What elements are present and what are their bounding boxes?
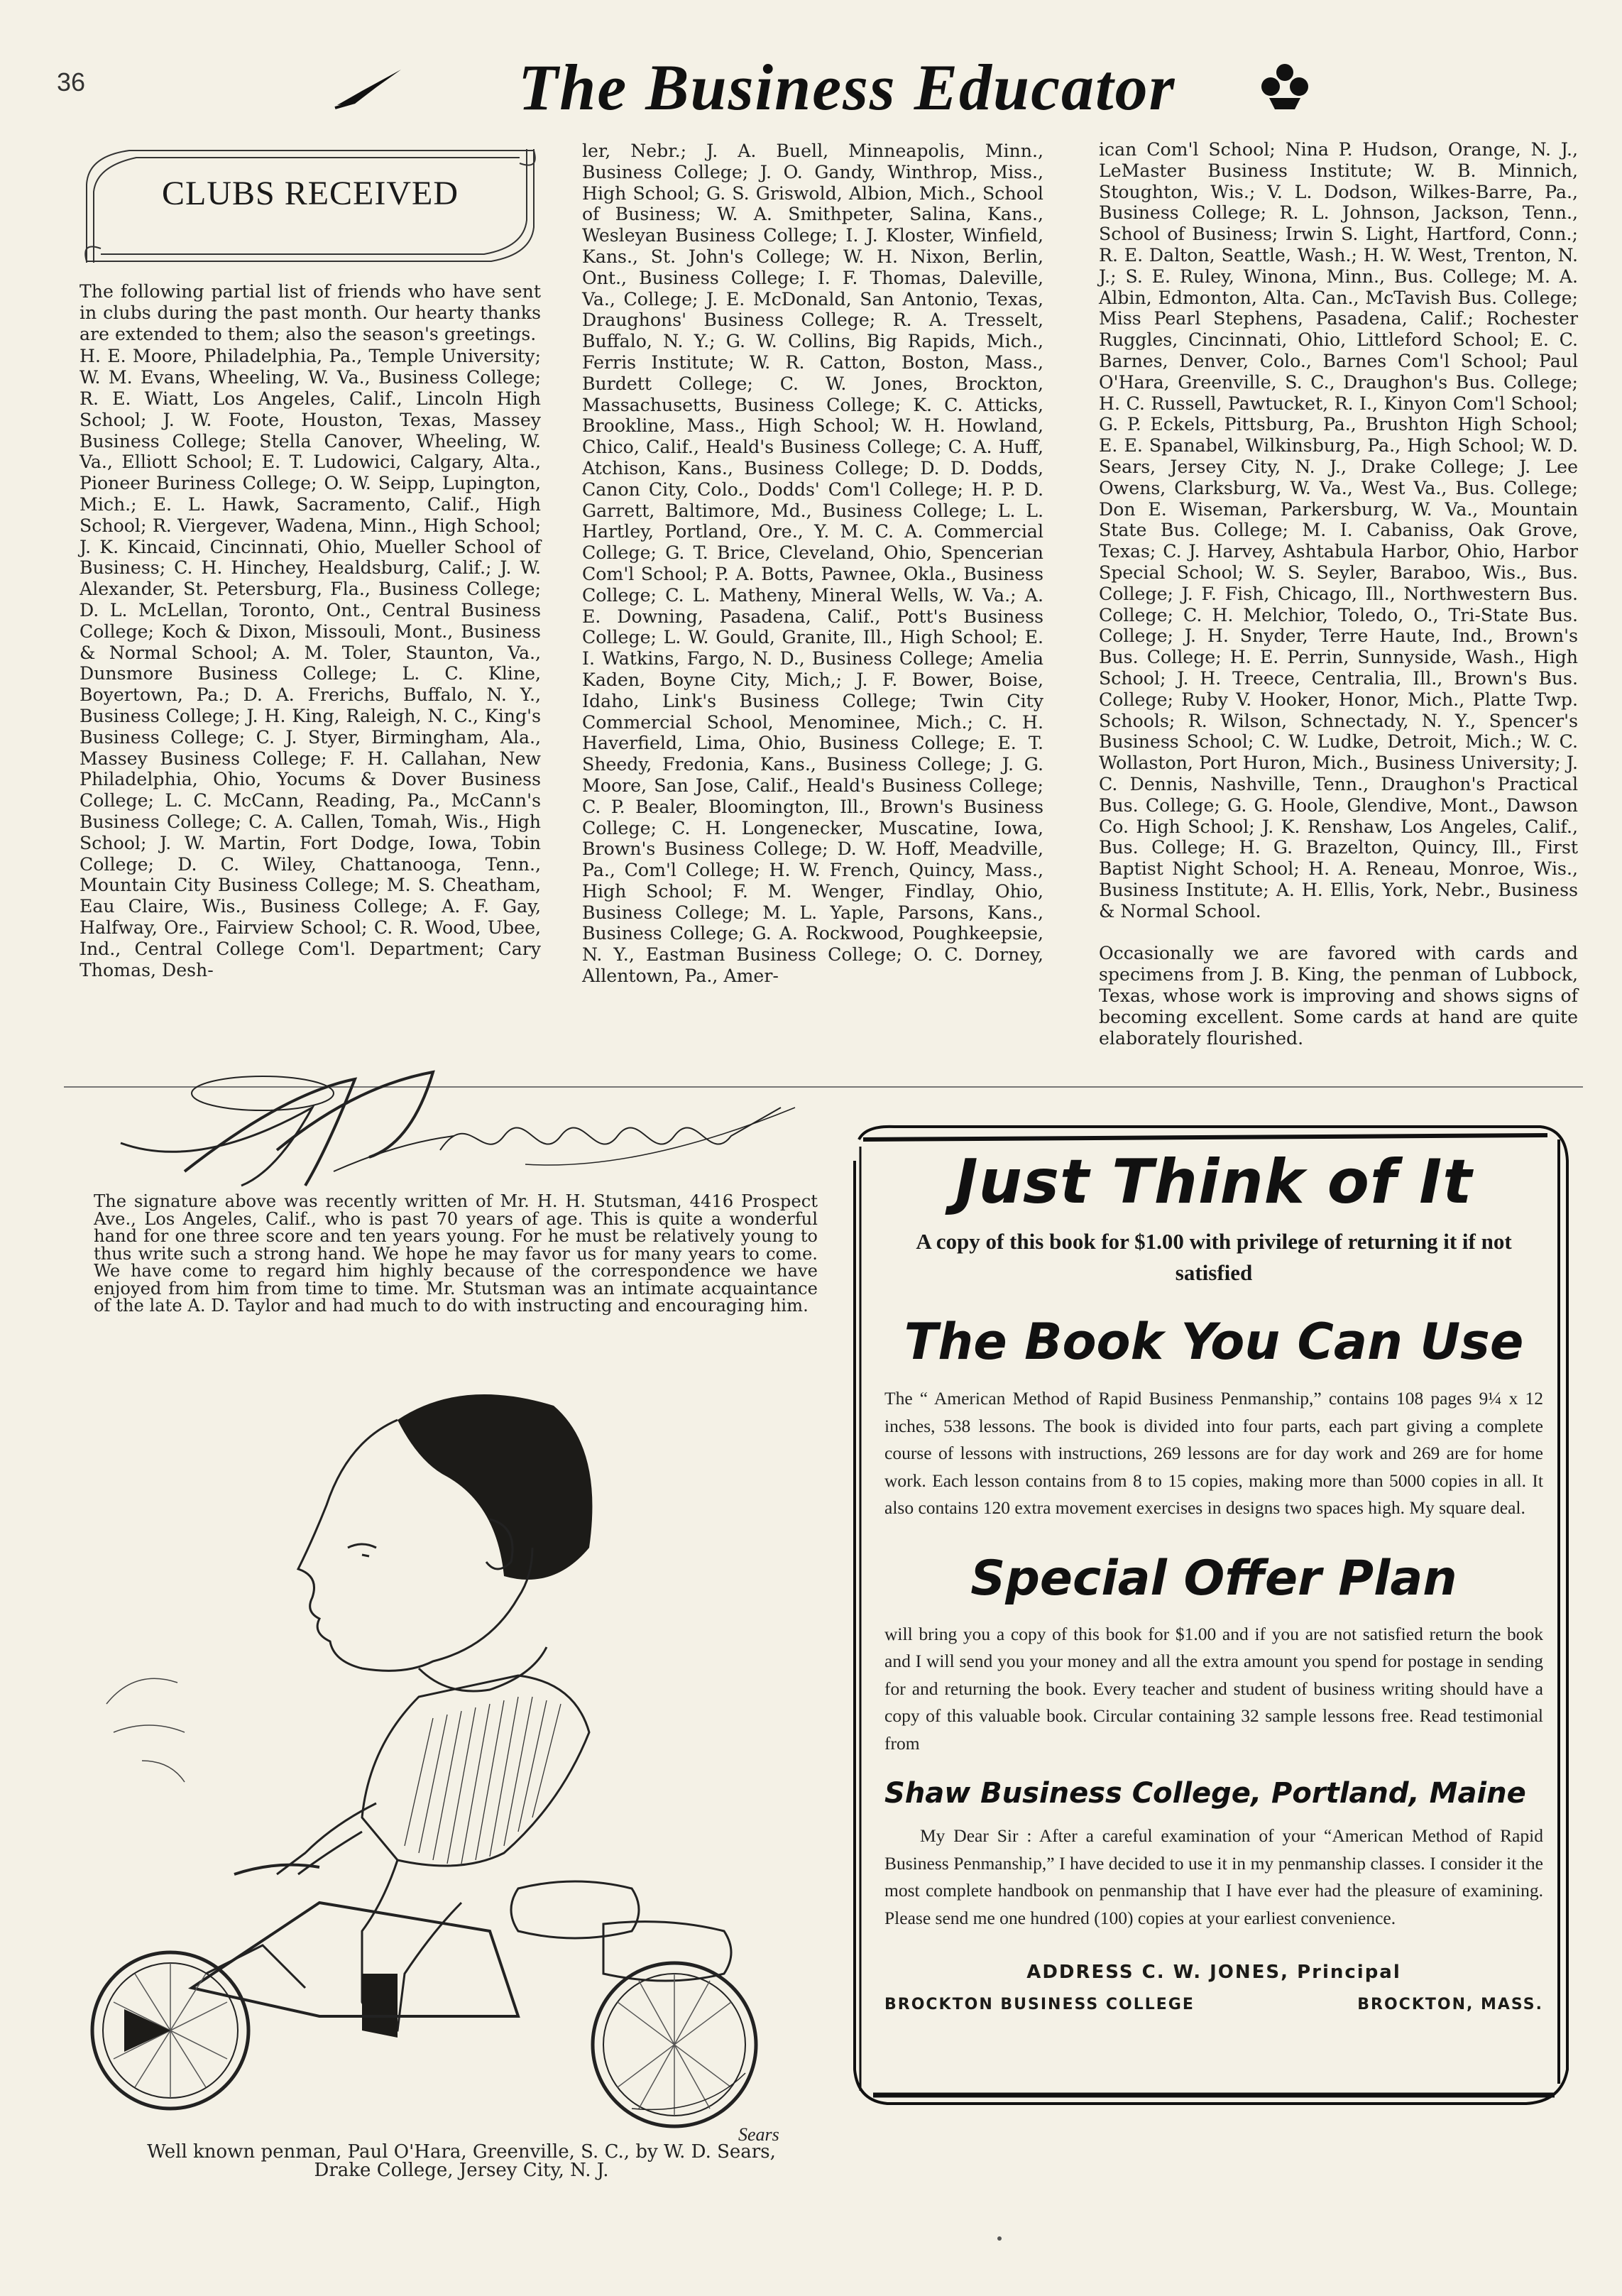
ad-offer-text: will bring you a copy of this book for $1.00 and if you are not satisfied return the book and I will send you your money and all the extra amount you spend for postage in sending for and returning the book. Every teacher and student of business writing should have a copy of this valuable book. Circular containing 32 sample lessons free. Read testimonial from	[884, 1623, 1543, 1754]
quill-icon	[334, 62, 405, 112]
ad-testimonial: My Dear Sir : After a careful examination of your “American Method of Rapid Business Penmanship,” I have decided to use it in my penmanship classes. I consider it the most complete handbook on penmanship that I have ever had the pleasure of examining. Please send me one hundred (100) copies at your earliest convenience.	[884, 1825, 1543, 1928]
ad-book-description: The “ American Method of Rapid Business Penmanship,” contains 108 pages 9¼ x 12 inches, 538 lessons. The book is divided into four parts, each part giving a complete course of lessons with instructions, 269 lessons are for day work and 269 are for home work. Each lesson contains from 8 to 15 copies, making more than 5000 copies in all. It also contains 120 extra movement exercises in designs two spaces high. My square deal.	[884, 1388, 1543, 1518]
ad-subhead: A copy of this book for $1.00 with privilege of returning it if not satisfied	[916, 1229, 1512, 1285]
masthead	[334, 50, 1327, 128]
cartoon-caption: Well known penman, Paul O'Hara, Greenville, S. C., by W. D. Sears, Drake College, Jersey City, N. J.	[147, 2141, 776, 2181]
ad-headline: Just Think of It	[955, 1147, 1473, 1218]
caricature-illustration	[64, 1363, 823, 2151]
clubs-column-3	[1099, 139, 1578, 1049]
clubs-closing-note: Occasionally we are favored with cards and specimens from J. B. King, the penman of Lubbock, Texas, whose work is improving and shows signs of becoming excellent. Some cards at hand are quite elaborately flourished.	[1099, 943, 1578, 1049]
clubs-intro: The following partial list of friends who have sent in clubs during the past month. Our hearty thanks are extended to them; also the season's greetings.	[80, 281, 541, 344]
clubs-list-part-3: ican Com'l School; Nina P. Hudson, Orange, N. J., LeMaster Business Institute; W. B. Minnich, Stoughton, Wis.; V. L. Dodson, Wilkes-Barre, Pa., Business College; R. L. Johnson, Jackson, Tenn., School of Business; Irwin S. Light, Hartford, Conn.; R. E. Dalton, Seattle, Wash.; H. W. West, Trenton, N. J.; S. E. Ruley, Winona, Minn., Bus. College; M. A. Albin, Edmonton, Alta. Can., McTavish Bus. College; Miss Pearl Stephens, Pasadena, Calif.; Rochester Ruggles, Cincinnati, Ohio, Littleford School; E. C. Barnes, Denver, Colo., Barnes Com'l School; Paul O'Hara, Greenville, S. C., Draughon's Bus. College; H. C. Russell, Pawtucket, R. I., Kinyon Com'l School; G. P. Eckels, Pittsburg, Pa., Brushton High School; E. E. Spanabel, Wilkinsburg, Pa., High School; W. D. Sears, Jersey City, N. J., Drake College; J. Lee Owens, Clarksburg, W. Va., West Va., Bus. College; Don E. Wiseman, Parkersburg, W. Va., Mountain State Bus. College; M. I. Cabaniss, Oak Grove, Texas; C. J. Harvey, Ashtabula Harbor, Ohio, Harbor Special School; W. S. Seyler, Baraboo, Wis., Bus. College; J. F. Fish, Chicago, Ill., Northwestern Bus. College; C. H. Melchior, Toledo, O., Tri-State Bus. College; J. H. Snyder, Terre Haute, Ind., Brown's Bus. College; H. E. Perrin, Sunnyside, Wash., High School; J. H. Treece, Centralia, Ill., Brown's Bus. College; Ruby V. Hooker, Honor, Mich., Platte Twp. Schools; R. Wilson, Schnectady, N. Y., Spencer's Business School; C. W. Ludke, Detroit, Mich.; W. C. Wollaston, Port Huron, Mich., Business University; J. C. Dennis, Nashville, Tenn., Draughon's Practical Bus. College; G. G. Hoole, Glendive, Mont., Dawson Co. High School; J. K. Renshaw, Los Angeles, Calif., Bus. College; H. G. Brazelton, Quincy, Ill., First Baptist Night School; H. A. Reneau, Monroe, Wis., Business Institute; A. H. Ellis, York, Nebr., Business & Normal School.	[1099, 139, 1578, 922]
ad-college: BROCKTON BUSINESS COLLEGE	[884, 1996, 1195, 2013]
artist-mark: Sears	[738, 2124, 779, 2145]
ad-content	[873, 1147, 1555, 2013]
page-number: 36	[57, 67, 86, 97]
ad-testimonial-source: Shaw Business College, Portland, Maine	[884, 1777, 1526, 1810]
ad-headline-3: Special Offer Plan	[970, 1550, 1457, 1607]
masthead-title: The Business Educator	[518, 51, 1176, 124]
ad-city: BROCKTON, MASS.	[1357, 1996, 1543, 2013]
ad-headline-2: The Book You Can Use	[904, 1313, 1524, 1371]
book-advertisement	[845, 1118, 1576, 2112]
emblem-icon	[1256, 57, 1313, 114]
ad-address	[884, 1962, 1543, 2013]
clubs-title: CLUBS RECEIVED	[161, 175, 459, 212]
clubs-column-2	[582, 141, 1043, 987]
ad-address-row	[884, 1996, 1543, 2013]
clubs-list-part-1: H. E. Moore, Philadelphia, Pa., Temple University; W. M. Evans, Wheeling, W. Va., Business College; R. E. Wiatt, Los Angeles, Calif., Lincoln High School; J. W. Foote, Houston, Texas, Massey Business College; Stella Canover, Wheeling, W. Va., Elliott School; E. T. Ludowici, Calgary, Alta., Pioneer Buriness College; O. W. Seipp, Lupington, Mich.; E. L. Hawk, Sacramento, Calif., High School; R. Viergever, Wadena, Minn., High School; J. K. Kincaid, Cincinnati, Ohio, Mueller School of Business; C. H. Hinchey, Healdsburg, Calif.; J. W. Alexander, St. Petersburg, Fla., Business College; D. L. McLellan, Toronto, Ont., Central Business College; Koch & Dixon, Missouli, Mont., Business & Normal School; A. M. Toler, Staunton, Va., Dunsmore Business College; L. C. Kline, Boyertown, Pa.; D. A. Frerichs, Buffalo, N. Y., Business College; J. H. King, Raleigh, N. C., King's Business College; C. J. Styer, Birmingham, Ala., Massey Business College; F. H. Callahan, New Philadelphia, Ohio, Yocums & Dover Business College; L. C. McCann, Reading, Pa., McCann's Business College; C. A. Callen, Tomah, Wis., High School; J. W. Martin, Fort Dodge, Iowa, Tobin College; D. C. Wiley, Chattanooga, Tenn., Mountain City Business College; M. S. Cheatham, Eau Claire, Wis., Business College; A. F. Gay, Halfway, Ore., Fairview School; C. R. Wood, Ubee, Ind., Central College Com'l. Department; Cary Thomas, Desh-	[80, 346, 541, 980]
ad-address-line: ADDRESS C. W. JONES, Principal	[1026, 1962, 1401, 1983]
clubs-column-1	[80, 142, 541, 980]
clubs-heading-box	[80, 142, 541, 270]
signature-description: The signature above was recently written of Mr. H. H. Stutsman, 4416 Prospect Ave., Los Angeles, Calif., who is past 70 years of age. This is quite a wonderful hand for one three score and ten years young. For he must be relatively young to thus write such a strong hand. We hope he may favor us for many years to come. We have come to regard him highly because of the correspondence we have enjoyed from him from time to time. Mr. Stutsman was an intimate acquaintance of the late A. D. Taylor and had much to do with instructing and encouraging him.	[94, 1191, 818, 1316]
decorative-dot	[997, 2236, 1002, 2241]
clubs-list-part-2: ler, Nebr.; J. A. Buell, Minneapolis, Minn., Business College; J. O. Gandy, Winthrop, Miss., High School; G. S. Griswold, Albion, Mich., School of Business; W. A. Smithpeter, Salina, Kans., Wesleyan Business College; I. J. Kloster, Winfield, Kans., St. John's College; W. H. Nixon, Berlin, Ont., Business College; I. F. Thomas, Daleville, Va., College; J. E. McDonald, San Antonio, Texas, Draughons' Business College; R. A. Tresselt, Buffalo, N. Y.; G. W. Collins, Big Rapids, Mich., Ferris Institute; W. R. Catton, Boston, Mass., Burdett College; C. W. Jones, Brockton, Massachusetts, Business College; K. C. Atticks, Brookline, Mass., High School; W. H. Howland, Chico, Calif., Heald's Business College; C. A. Huff, Atchison, Kans., Business College; D. D. Dodds, Canon City, Colo., Dodds' Com'l College; H. P. D. Garrett, Baltimore, Md., Business College; L. L. Hartley, Portland, Ore., Y. M. C. A. Commercial College; G. T. Brice, Cleveland, Ohio, Spencerian Com'l School; P. A. Botts, Pawnee, Okla., Business College; C. L. Matheny, Mineral Wells, W. Va.; A. E. Downing, Pasadena, Calif., Pott's Business College; L. W. Gould, Granite, Ill., High School; E. I. Watkins, Fargo, N. D., Business College; Amelia Kaden, Boyne City, Mich,; J. F. Bower, Boise, Idaho, Link's Business College; Twin City Commercial School, Menominee, Mich.; C. H. Haverfield, Lima, Ohio, Business College; E. T. Sheedy, Fredonia, Kans., Business College; J. G. Moore, San Jose, Calif., Heald's Business College; C. P. Bealer, Bloomington, Ill., Brown's Business College; C. H. Longenecker, Muscatine, Iowa, Brown's Business College; D. W. Hoff, Meadville, Pa., Com'l College; H. W. French, Quincy, Mass., High School; F. M. Wenger, Findlay, Ohio, Business College; M. L. Yaple, Parsons, Kans., Business College; G. A. Rockwood, Poughkeepsie, N. Y., Eastman Business College; O. C. Dorney, Allentown, Pa., Amer-	[582, 141, 1043, 987]
stutsman-signature	[99, 1065, 823, 1200]
